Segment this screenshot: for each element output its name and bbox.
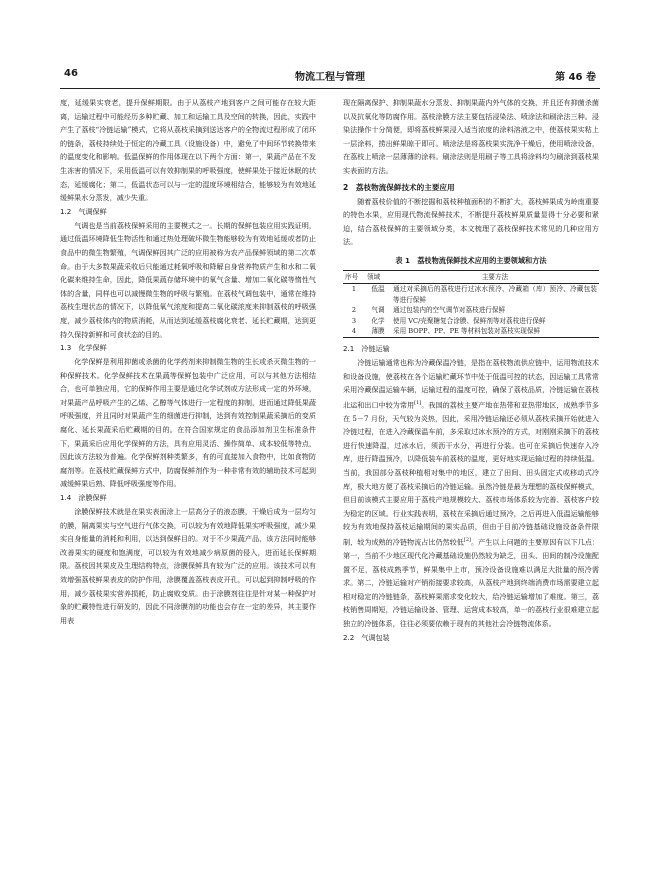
citation-1[interactable]: [1] [414,399,422,406]
cell-method: 通过对采摘后的荔枝进行过冰水预冷、冷藏箱（库）预冷、冷藏包装等进行保鲜 [393,285,597,304]
cold-chain-text-a: 冷链运输通常也称为冷藏保温冷链，是指在荔枝物流供应链中，运用物流技术和设备设施，使荔枝在各个运输贮藏环节中处于低温可控的状态，因运输工具常常采用冷藏保温运输车辆，运输过程的温度可控，确保了荔枝品质，冷链运输在荔枝北运和出口中较为常用 [343,357,599,410]
right-column [343,96,599,645]
cold-chain-text-c: 。产生以上问题的主要原因有以下几点：第一，当前不少地区现代化冷藏基础设施仍然较为缺乏，田头、田间的制冷设施配置不足，荔枝成熟季节，鲜果集中上市，预冷设备设施难以满足大批量的预冷需求。第二，冷链运输对产销衔接要求较高，从荔枝产地到终端消费市场需要建立起相对稳定的冷链链条，荔枝鲜果需求变化较大，给冷链运输增加了难度。第三，荔枝销售周期短，冷链运输设备、管理、运营成本较高，单一的荔枝行业很难建立起独立的冷链体系，往往必须要依赖于现有的其他社会冷链物流体系。 [343,537,600,628]
paragraph-coating-continued: 现在隔离保护、抑制果蔬水分蒸发、抑制果蔬内外气体的交换，并且还有抑菌杀菌以及抗氧化等防腐作用。荔枝涂膜方法主要包括浸染法、喷涂法和刷涂法三种。浸染法操作十分简便，即将荔枝鲜果浸入适当浓度的涂料溶液之中，使荔枝果实粘上一层涂料，捞出鲜果晾干即可。喷涂法是将荔枝果实洗净干燥后，使用喷涂设备，在荔枝上喷涂一层薄薄的涂料。刷涂法则是用刷子等工具将涂料均匀刷涂到荔枝果实表面的方法。 [343,98,599,175]
paragraph-coating: 涂膜保鲜技术就是在果实表面涂上一层高分子的液态膜，干燥后成为一层均匀的膜，隔离果实与空气进行气体交换，可以较为有效地降低果实呼吸强度，减少果实自身能量的消耗和利用，以达到保鲜目的。对于不少果蔬产品，该方法同时能够改善果实的硬度和饱满度，可以较为有效地减少病原菌的侵入，进而延长保鲜期限。荔枝因其果皮及生理结构特点，涂膜保鲜具有较为广泛的应用。该技术可以有效增强荔枝鲜果表皮的防护作用，涂膜覆盖荔枝表皮开孔，可以起到抑制呼吸的作用，减少荔枝果实营养损耗，防止腐败变质。由于涂膜剂往往是针对某一种保护对象的贮藏特性进行研发的，因此不同涂膜剂的功能也会存在一定的差异，其主要作用表 [60,507,316,625]
page-number: 46 [64,68,78,79]
cell-domain: 低温 [371,285,385,294]
heading-section-2: 2 荔枝物流保鲜技术的主要应用 [343,182,455,192]
heading-1-4: 1.4 涂膜保鲜 [60,493,107,503]
heading-2-1: 2.1 冷链运输 [343,343,390,353]
paragraph-applications: 随着荔枝价值的不断挖掘和荔枝种植面积的不断扩大，荔枝鲜果成为岭南重要的特色水果，应用现代物流保鲜技术，不断提升荔枝鲜果质量显得十分必要和紧迫，结合荔枝保鲜的主要领域分类，本文梳理了荔枝保鲜技术常见的几种应用方法。 [343,196,599,247]
cell-domain: 气调 [371,306,385,315]
paragraph-cold-chain [343,356,599,631]
page-header [60,66,600,89]
table-row [343,326,599,337]
table-row [343,284,599,306]
left-column [60,96,316,627]
cold-chain-text-b: 。我国的荔枝主要产地在热带和亚热带地区，成熟季节多在 5－7 月份，天气较为炎热，因此，采用冷链运输还必须从荔枝采摘开始就进入冷链过程，在进入冷藏保温车前，多采取过冰水预冷的方式，对刚刚采摘下的荔枝进行快速降温，过冰水后，须沥干水分，再进行分装。也可在采摘后快速存入冷库，进行降温预冷，以降低装车前荔枝的温度，更好地实现运输过程的持续低温。当前，我国部分荔枝种植相对集中的地区，建立了田间、田头固定式或移动式冷库，极大地方便了荔枝采摘后的冷链运输。虽然冷链是最为理想的荔枝保鲜模式，但目前该模式主要应用于荔枝产地规模较大、荔枝市场体系较为完善、荔枝客户较为稳定的区域。行业实践表明，荔枝在采摘后通过预冷，之后再进入低温运输能够较为有效地保持荔枝运输期间的果实品质，但由于目前冷链基础设施设备条件限制，较为成熟的冷链物流占比仍然较低 [343,400,600,547]
table-row [343,316,599,327]
header-domain: 领域 [367,272,381,281]
applications-table [343,270,599,338]
citation-2[interactable]: [2] [463,537,471,544]
table-row [343,305,599,316]
cell-method: 采用 BOPP、PP、PE 等材料包装对荔枝实现保鲜 [393,327,541,336]
cell-method: 通过包装内的空气调节对荔枝进行保鲜 [393,306,506,315]
header-index: 序号 [345,272,359,281]
cell-index: 4 [351,327,357,336]
table-caption: 表 1 荔枝物流保鲜技术应用的主要领域和方法 [395,255,547,265]
cell-domain: 薄膜 [371,327,385,336]
heading-1-2: 1.2 气调保鲜 [60,206,107,216]
paragraph-chemical: 化学保鲜是利用抑菌或杀菌的化学药剂来抑制微生物的生长或杀灭微生物的一种保鲜技术。化学保鲜技术在果蔬等保鲜包装中广泛应用，可以与其他方法相结合，也可单独应用，它的保鲜作用主要是通过化学试剂或方法形成一定的外环境，对果蔬产品呼吸产生的乙烯、乙醇等气体进行一定程度的抑制，进而通过降低果蔬呼吸强度，并且同时对果蔬产生的细菌进行抑制，达到有效控制果蔬采摘后的变质腐化、延长果蔬采后贮藏期的目的。在符合国家规定的食品添加剂卫生标准条件下，果蔬采后应用化学保鲜的方法，具有应用灵活、操作简单、成本较低等特点，因此该方法较为普遍。化学保鲜剂种类繁多，有的可直接加入食物中，比如食物防腐剂等。在荔枝贮藏保鲜方式中，防腐保鲜剂作为一种非常有效的辅助技术可起到减缓鲜果后熟、降低呼吸强度等作用。 [60,357,316,489]
header-method: 主要方法 [481,272,509,281]
paragraph-intro-continued: 度，延缓果实衰老，提升保鲜期限。由于从荔枝产地到客户之间可能存在较大距离，运输过程中可能经历多种贮藏、加工和运输工具及空间的转换，因此，实践中产生了荔枝“冷链运输”模式，它将从荔枝采摘到送达客户的全物流过程形成了闭环的链条，荔枝持续处于恒定的冷藏工具（设施设备）中，避免了中间环节转换带来的温度变化和影响。低温保鲜的作用体现在以下两个方面：第一，果蔬产品在不发生冻害的情况下，采用低温可以有效抑制果的呼吸强度，使鲜果处于接近休眠的状态，延缓腐化；第二，低温状态可以与一定的湿度环境相结合，能够较为有效地延缓鲜果水分蒸发，减少失重。 [60,98,316,203]
cell-domain: 化学 [371,316,385,325]
cell-index: 3 [351,316,357,325]
cell-method: 使用 VC/壳聚糖复合涂膜、保鲜剂等对荔枝进行保鲜 [393,316,546,325]
volume-label: 第 46 卷 [555,72,596,83]
cell-index: 1 [351,285,357,294]
cell-index: 2 [351,306,357,315]
journal-name: 物流工程与管理 [295,72,365,83]
heading-1-3: 1.3 化学保鲜 [60,343,107,353]
paragraph-controlled-atmosphere: 气调也是当前荔枝保鲜采用的主要模式之一。长期的保鲜包装应用实践证明，通过低温环境降低生物活性和通过热处理破坏微生物能够较为有效地延缓或者防止食品中的微生物繁殖，气调保鲜因其广泛的应用被称为农产品保鲜领域的第二次革命。由于大多数果蔬采收后只能通过耗氧呼吸和降解自身营养物质产生和水和二氧化碳来维持生命，因此，降低果蔬存储环境中的氧气含量、增加二氧化碳等惰性气体的含量，同样也可以减慢微生物的呼吸与繁殖。在荔枝气调包装中，通常在维持荔枝生理状态的情况下，以降低氧气浓度和提高二氧化碳浓度来抑制荔枝的呼吸强度，减少荔枝体内的物质消耗，从而达到延缓荔枝腐化衰老、延长贮藏期，达到更持久保持新鲜和可食状态的目的。 [60,220,316,339]
table-header-row [343,270,599,284]
heading-2-2: 2.2 气调包装 [343,632,390,642]
